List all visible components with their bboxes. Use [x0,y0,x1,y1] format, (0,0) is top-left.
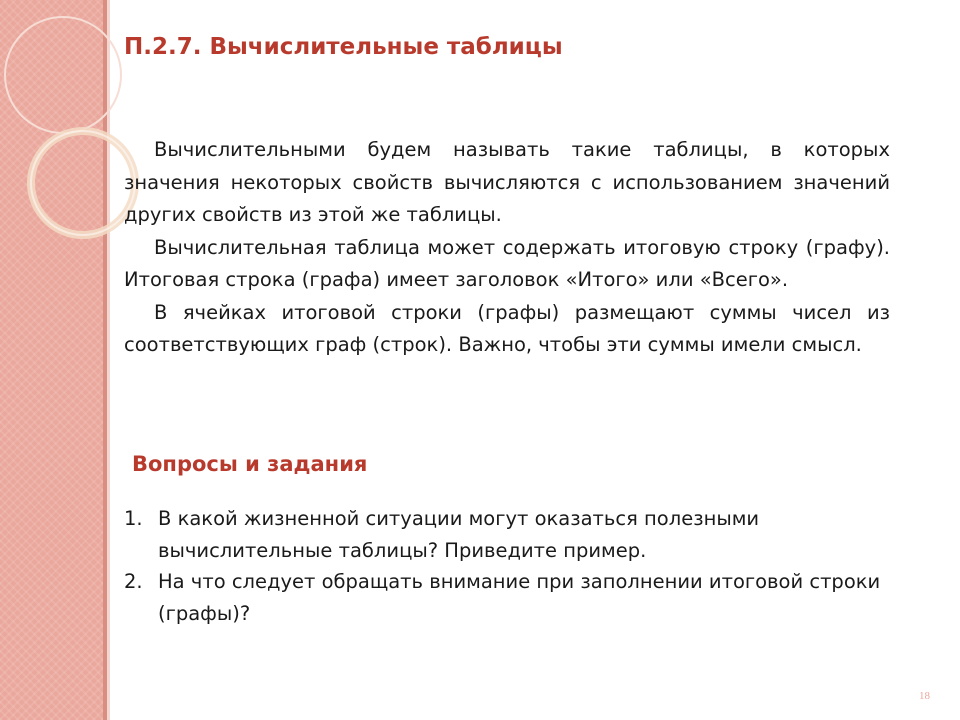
slide-title: П.2.7. Вычислительные таблицы [124,34,563,60]
body-text [124,134,890,362]
decorative-side-band [0,0,103,720]
list-item [124,503,894,566]
list-item [124,566,894,629]
list-item-number: 2. [124,570,143,593]
list-item-number: 1. [124,507,143,530]
paragraph: В ячейках итоговой строки (графы) размещают суммы чисел из соответствующих граф (строк). Важно, чтобы эти суммы имели смысл. [124,300,890,356]
questions-list [124,503,894,629]
decorative-side-stripe-light [107,0,110,720]
list-item-text: На что следует обращать внимание при заполнении итоговой строки (графы)? [158,570,881,625]
paragraph: Вычислительными будем называть такие таблицы, в которых значения некоторых свойств вычисляются с использованием значений других свойств из этой же таблицы. [124,138,890,226]
paragraph: Вычислительная таблица может содержать итоговую строку (графу). Итоговая строка (графа) имеет заголовок «Итого» или «Всего». [124,235,890,291]
questions-heading: Вопросы и задания [132,452,368,476]
list-item-text: В какой жизненной ситуации могут оказаться полезными вычислительные таблицы? Приведите пример. [158,507,760,562]
page-number: 18 [919,690,930,702]
